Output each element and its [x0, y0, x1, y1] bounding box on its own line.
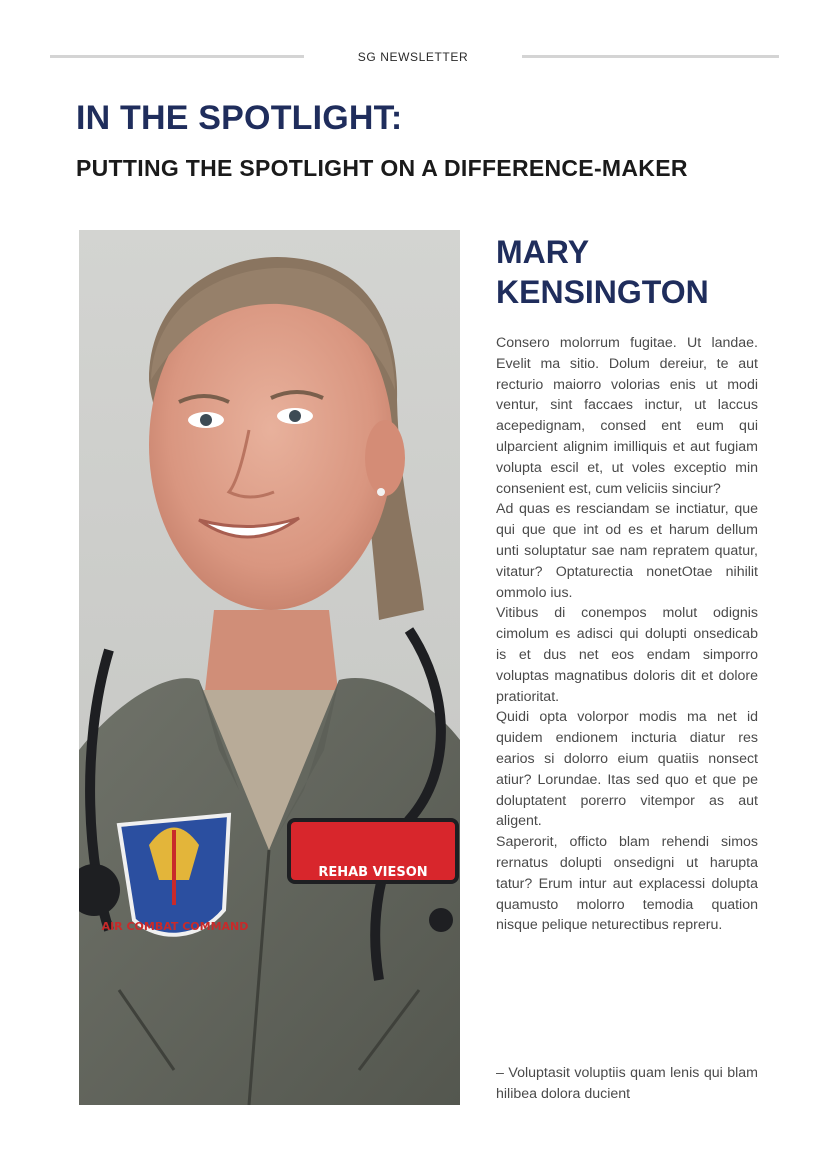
profile-photo [79, 230, 460, 1105]
body-paragraph: Quidi opta volorpor modis ma net id quidem endionem incturia diatur res earios si dolorro eium quatiis nonsect atiur? Lorundae. Itas sed quo et que pe doluptatent porerro vitempor as aut aligent. [496, 709, 758, 830]
profile-quote: – Voluptasit voluptiis quam lenis qui blam hilibea dolora ducient [496, 1065, 758, 1102]
header-rule-left [50, 55, 304, 58]
page-title: IN THE SPOTLIGHT: [76, 99, 403, 137]
newsletter-label: SG NEWSLETTER [357, 50, 469, 64]
body-paragraph: Vitibus di conempos molut odignis cimolum es adisci qui dolupti onsedicab is et dus net eos endam simporro voluptas magnatibus doloris dit et dolore pratioritat. [496, 605, 758, 705]
header-rule-right [522, 55, 779, 58]
profile-name [496, 232, 709, 312]
profile-body [496, 333, 758, 936]
profile-name-line1: MARY [496, 234, 590, 270]
body-paragraph: Consero molorrum fugitae. Ut landae. Evelit ma sitio. Dolum dereiur, te aut recturio maiorro volorias enis ut modi ventur, sint faccaes inctur, ut laccus acepedignam, consed ent eum qui ulparcient alignim imilliquis et aut fugiam volupta escil et, ut voles exceptio min consenient est, cum veliciis sinciur? [496, 335, 758, 497]
page-subtitle: PUTTING THE SPOTLIGHT ON A DIFFERENCE-MAKER [76, 155, 688, 181]
patch-left-text: AIR COMBAT COMMAND [101, 920, 249, 933]
profile-name-line2: KENSINGTON [496, 274, 709, 310]
body-paragraph: Ad quas es resciandam se inctiatur, que qui que que int od es et harum dellum unti soluptatur sae nam repratem quatur, vitatur? Optaturectia nonetOtae nihilit ommolo ius. [496, 501, 758, 601]
body-paragraph: Saperorit, officto blam rehendi simos rernatus dolupti onsedigni ut harupta tatur? Erum intur aut explacessi dolupta quamusto molorro temodia quation nisque pelique neturectibus repreru. [496, 834, 758, 934]
patch-right-text: REHAB VIESON [318, 865, 428, 880]
